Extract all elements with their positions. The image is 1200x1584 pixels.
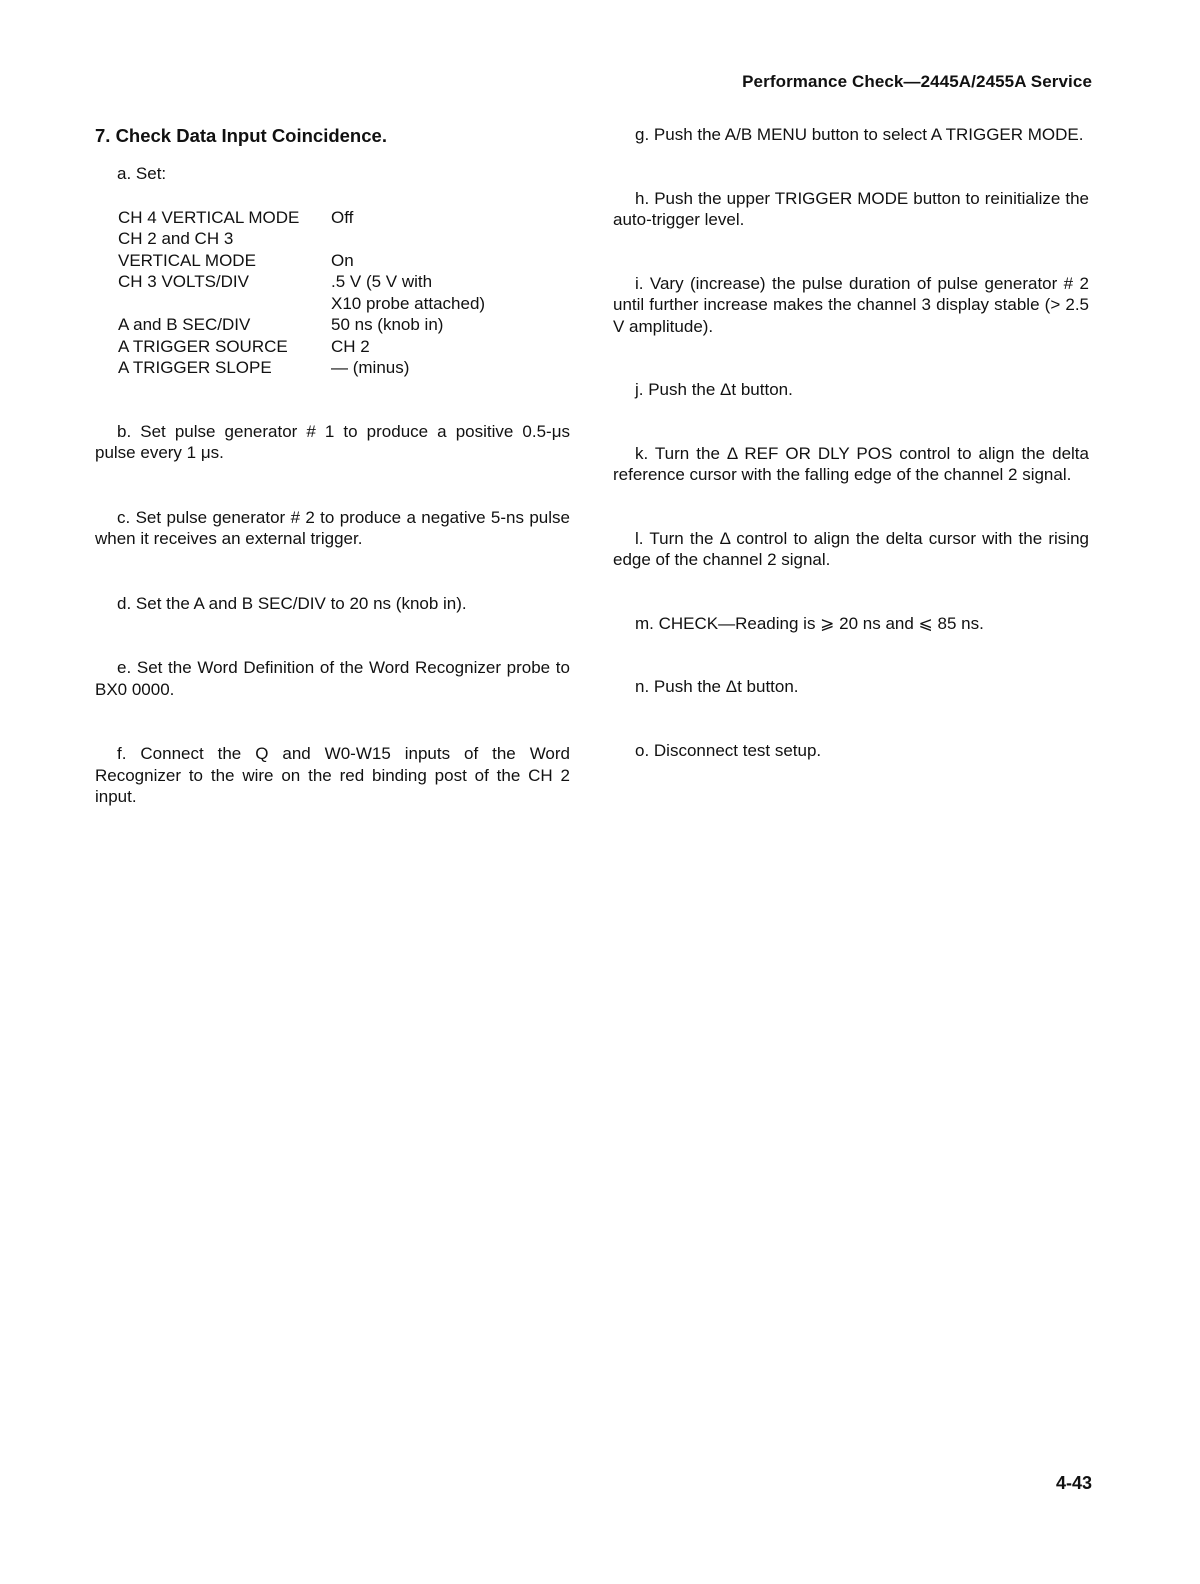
step-n: n. Push the Δt button. — [635, 677, 799, 696]
setting-value: .5 V (5 V with — [331, 272, 433, 291]
step-i: i. Vary (increase) the pulse duration of pulse generator # 2 until further increase makes the channel 3 display stable (> 2.5 V amplitude). — [613, 273, 1089, 336]
settings-row — [118, 357, 485, 379]
set-label: a. Set: — [117, 164, 167, 183]
setting-value: 50 ns (knob in) — [331, 315, 444, 334]
setting-name: CH 4 VERTICAL MODE — [118, 207, 300, 227]
setting-name: A and B SEC/DIV — [118, 315, 251, 334]
settings-row — [118, 207, 485, 229]
step-m: m. CHECK—Reading is ⩾ 20 ns and ⩽ 85 ns. — [635, 613, 984, 633]
setting-name: VERTICAL MODE — [118, 250, 256, 270]
step-c: c. Set pulse generator # 2 to produce a negative 5-ns pulse when it receives an external trigger. — [95, 507, 570, 548]
setting-value — [331, 228, 485, 250]
settings-row — [118, 314, 485, 336]
setting-name: A TRIGGER SOURCE — [118, 336, 288, 356]
setting-name: CH 3 VOLTS/DIV — [118, 272, 249, 291]
step-k: k. Turn the Δ REF OR DLY POS control to align the delta reference cursor with the falling edge of the channel 2 signal. — [613, 443, 1089, 484]
step-e: e. Set the Word Definition of the Word Recognizer probe to BX0 0000. — [95, 658, 570, 699]
setting-value: — (minus) — [331, 358, 410, 377]
left-column — [95, 124, 570, 808]
settings-row — [118, 228, 485, 250]
right-column — [613, 124, 1089, 761]
settings-row — [118, 293, 485, 315]
page-number: 4-43 — [1055, 1473, 1092, 1493]
setting-value: X10 probe attached) — [331, 293, 486, 313]
step-d: d. Set the A and B SEC/DIV to 20 ns (knob in). — [117, 593, 467, 613]
step-o: o. Disconnect test setup. — [635, 740, 822, 760]
settings-row — [118, 336, 485, 358]
setting-value: CH 2 — [331, 336, 370, 356]
step-f: f. Connect the Q and W0-W15 inputs of the Word Recognizer to the wire on the red binding post of the CH 2 input. — [95, 744, 570, 806]
step-l: l. Turn the Δ control to align the delta cursor with the rising edge of the channel 2 signal. — [613, 528, 1089, 569]
step-h: h. Push the upper TRIGGER MODE button to reinitialize the auto-trigger level. — [613, 188, 1089, 229]
setting-name: CH 2 and CH 3 — [118, 229, 234, 248]
setting-name — [118, 293, 331, 315]
running-header: Performance Check—2445A/2455A Service — [742, 72, 1092, 91]
setting-value: Off — [331, 207, 354, 227]
step-j: j. Push the Δt button. — [635, 380, 793, 399]
settings-row — [118, 271, 485, 293]
setting-name: A TRIGGER SLOPE — [118, 358, 272, 377]
step-g: g. Push the A/B MENU button to select A TRIGGER MODE. — [635, 125, 1084, 144]
section-title: 7. Check Data Input Coincidence. — [95, 125, 387, 146]
settings-row — [118, 250, 485, 272]
step-b: b. Set pulse generator # 1 to produce a positive 0.5-μs pulse every 1 μs. — [95, 421, 570, 462]
settings-table — [118, 207, 485, 379]
setting-value: On — [331, 250, 354, 270]
